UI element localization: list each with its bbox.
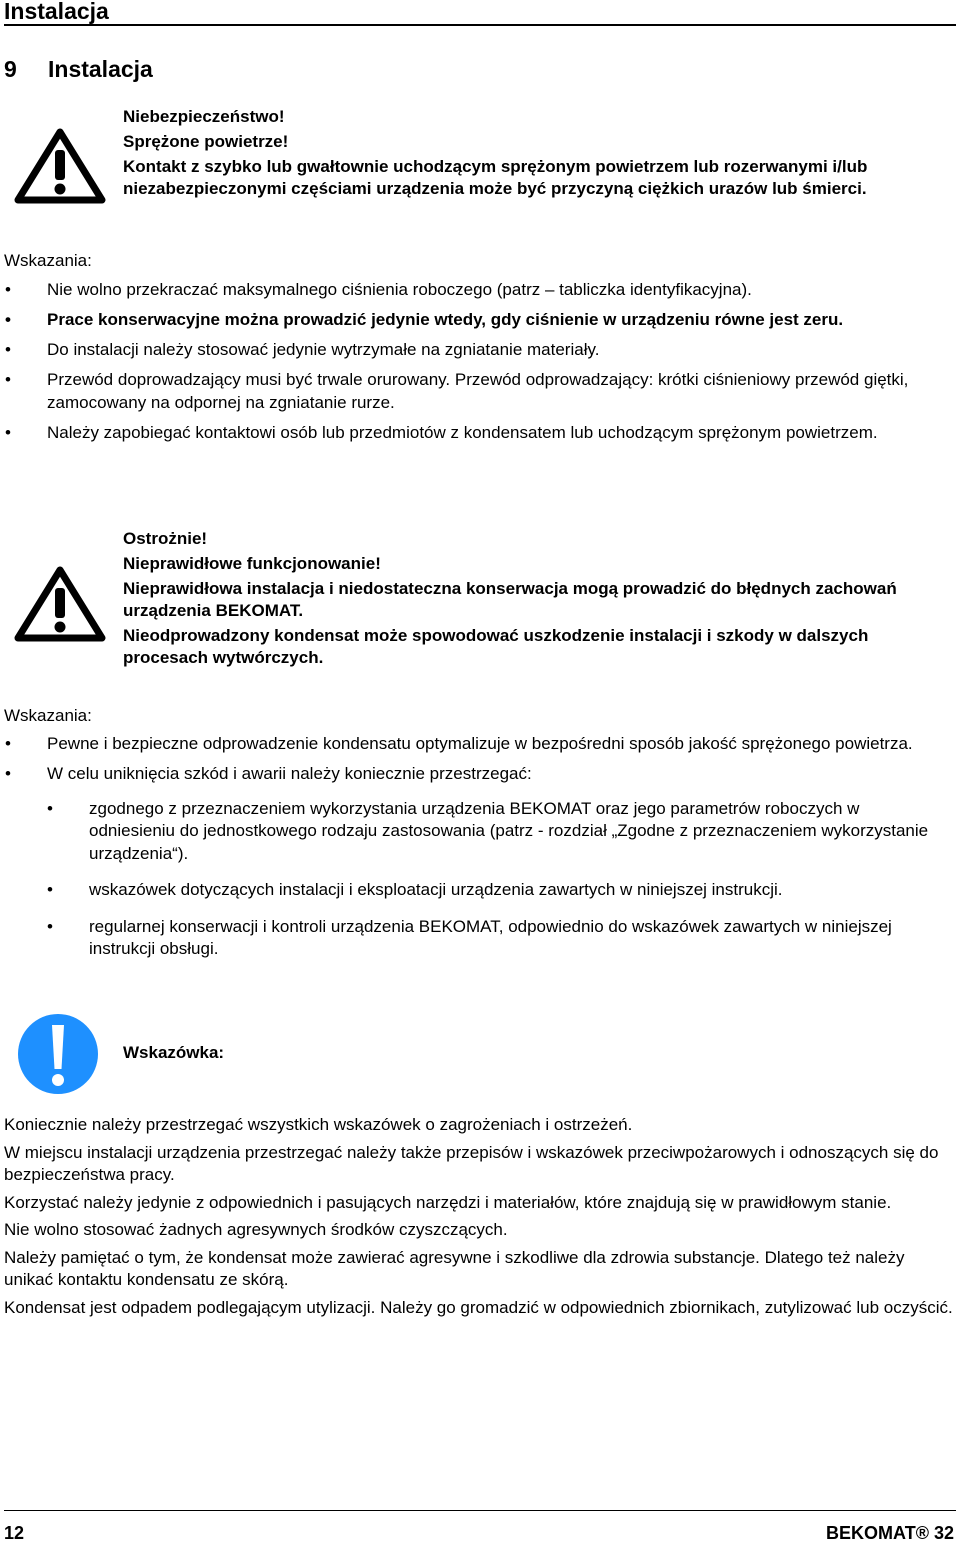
- paragraph: W miejscu instalacji urządzenia przestrzegać należy także przepisów i wskazówek przeciwpożarowych i odnoszących się do bezpieczeństwa pracy.: [4, 1142, 939, 1184]
- danger-warning: [123, 106, 953, 203]
- product-name: BEKOMAT® 32: [826, 1523, 954, 1543]
- paragraph: Kondensat jest odpadem podlegającym utylizacji. Należy go gromadzić w odpowiednich zbiornikach, zutylizować lub oczyścić.: [4, 1297, 953, 1317]
- danger-text: Kontakt z szybko lub gwałtownie uchodzącym sprężonym powietrzem lub rozerwanymi i/lub niezabezpieczonymi częściami urządzenia może być przyczyną ciężkich urazów lub śmierci.: [123, 157, 868, 198]
- caution-text-2: Nieodprowadzony kondensat może spowodować uszkodzenie instalacji i szkody w dalszych procesach wytwórczych.: [123, 626, 869, 667]
- wskazania-label-2: Wskazania:: [4, 706, 92, 725]
- header-rule: [4, 24, 956, 26]
- sub-list-item: • zgodnego z przeznaczeniem wykorzystania urządzenia BEKOMAT oraz jego parametrów roboczych w odniesieniu do jednostkowego rodzaju zastosowania (patrz - rozdział „Zgodne z przeznaczeniem wykorzystanie urządzenia“).: [47, 798, 929, 863]
- wskazania-list-2: [0, 733, 930, 975]
- sub-list: [47, 798, 930, 961]
- sub-list-item: • regularnej konserwacji i kontroli urządzenia BEKOMAT, odpowiednio do wskazówek zawartych w niniejszej instrukcji obsługi.: [47, 916, 892, 958]
- chapter-heading: [4, 56, 153, 83]
- list-item: • Przewód doprowadzający musi być trwale orurowany. Przewód odprowadzający: krótki ciśnieniowy przewód giętki, zamocowany na odpornej na zgniatanie rurze.: [5, 370, 909, 412]
- paragraph: Nie wolno stosować żadnych agresywnych środków czyszczących.: [4, 1220, 508, 1239]
- note-label: Wskazówka:: [123, 1043, 225, 1062]
- list-item: • Nie wolno przekraczać maksymalnego ciśnienia roboczego (patrz – tabliczka identyfikacyjna).: [5, 280, 752, 299]
- wskazania-list-1: [0, 279, 930, 452]
- list-item: • Należy zapobiegać kontaktowi osób lub przedmiotów z kondensatem lub uchodzącym sprężonym powietrzem.: [5, 422, 878, 442]
- danger-subtitle: Sprężone powietrze!: [123, 132, 289, 151]
- caution-text-1: Nieprawidłowa instalacja i niedostateczna konserwacja mogą prowadzić do błędnych zachowań urządzenia BEKOMAT.: [123, 579, 897, 620]
- caution-subtitle: Nieprawidłowe funkcjonowanie!: [123, 554, 381, 573]
- wskazania-label-1: Wskazania:: [4, 251, 92, 270]
- list-item: • Do instalacji należy stosować jedynie wytrzymałe na zgniatanie materiały.: [5, 340, 600, 359]
- warning-triangle-icon: [14, 566, 106, 642]
- list-item: • Prace konserwacyjne można prowadzić jedynie wtedy, gdy ciśnienie w urządzeniu równe jest zeru.: [5, 310, 844, 329]
- header-title: Instalacja: [4, 0, 109, 24]
- sub-list-item: • wskazówek dotyczących instalacji i eksploatacji urządzenia zawartych w niniejszej instrukcji.: [47, 880, 783, 899]
- caution-warning: [123, 528, 953, 672]
- caution-title: Ostrożnie!: [123, 529, 208, 548]
- paragraph: Koniecznie należy przestrzegać wszystkich wskazówek o zagrożeniach i ostrzeżeń.: [4, 1115, 633, 1134]
- paragraph: Korzystać należy jedynie z odpowiednich i pasujących narzędzi i materiałów, które znajdują się w prawidłowym stanie.: [4, 1192, 892, 1212]
- chapter-title: Instalacja: [48, 56, 153, 82]
- chapter-number: 9: [4, 56, 17, 82]
- exclamation-circle-icon: [17, 1013, 99, 1095]
- page-number: 12: [4, 1523, 25, 1543]
- warning-triangle-icon: [14, 128, 106, 204]
- list-item: • W celu uniknięcia szkód i awarii należy koniecznie przestrzegać: • zgodnego z przeznaczeniem wykorzystania urządzenia BEKOMAT oraz jego parametrów roboczych w odniesieniu do jednostkowego rodzaju zastosowania (patrz - rozdział „Zgodne z przeznaczeniem wykorzystanie urządzenia“). • wskazówek dotyczących instalacji i eksploatacji urządzenia zawartych w niniejszej instrukcji. • regularnej konserwacji i kontroli urządzenia BEKOMAT, odpowiednio do wskazówek zawartych w niniejszej instrukcji obsługi.: [0, 763, 930, 961]
- list-item: • Pewne i bezpieczne odprowadzenie kondensatu optymalizuje w bezpośredni sposób jakość sprężonego powietrza.: [5, 734, 913, 753]
- paragraph: Należy pamiętać o tym, że kondensat może zawierać agresywne i szkodliwe dla zdrowia substancje. Dlatego też należy unikać kontaktu kondensatu ze skórą.: [4, 1247, 905, 1289]
- note-paragraphs: [4, 1114, 956, 1324]
- danger-title: Niebezpieczeństwo!: [123, 107, 285, 126]
- footer-rule: [4, 1510, 956, 1511]
